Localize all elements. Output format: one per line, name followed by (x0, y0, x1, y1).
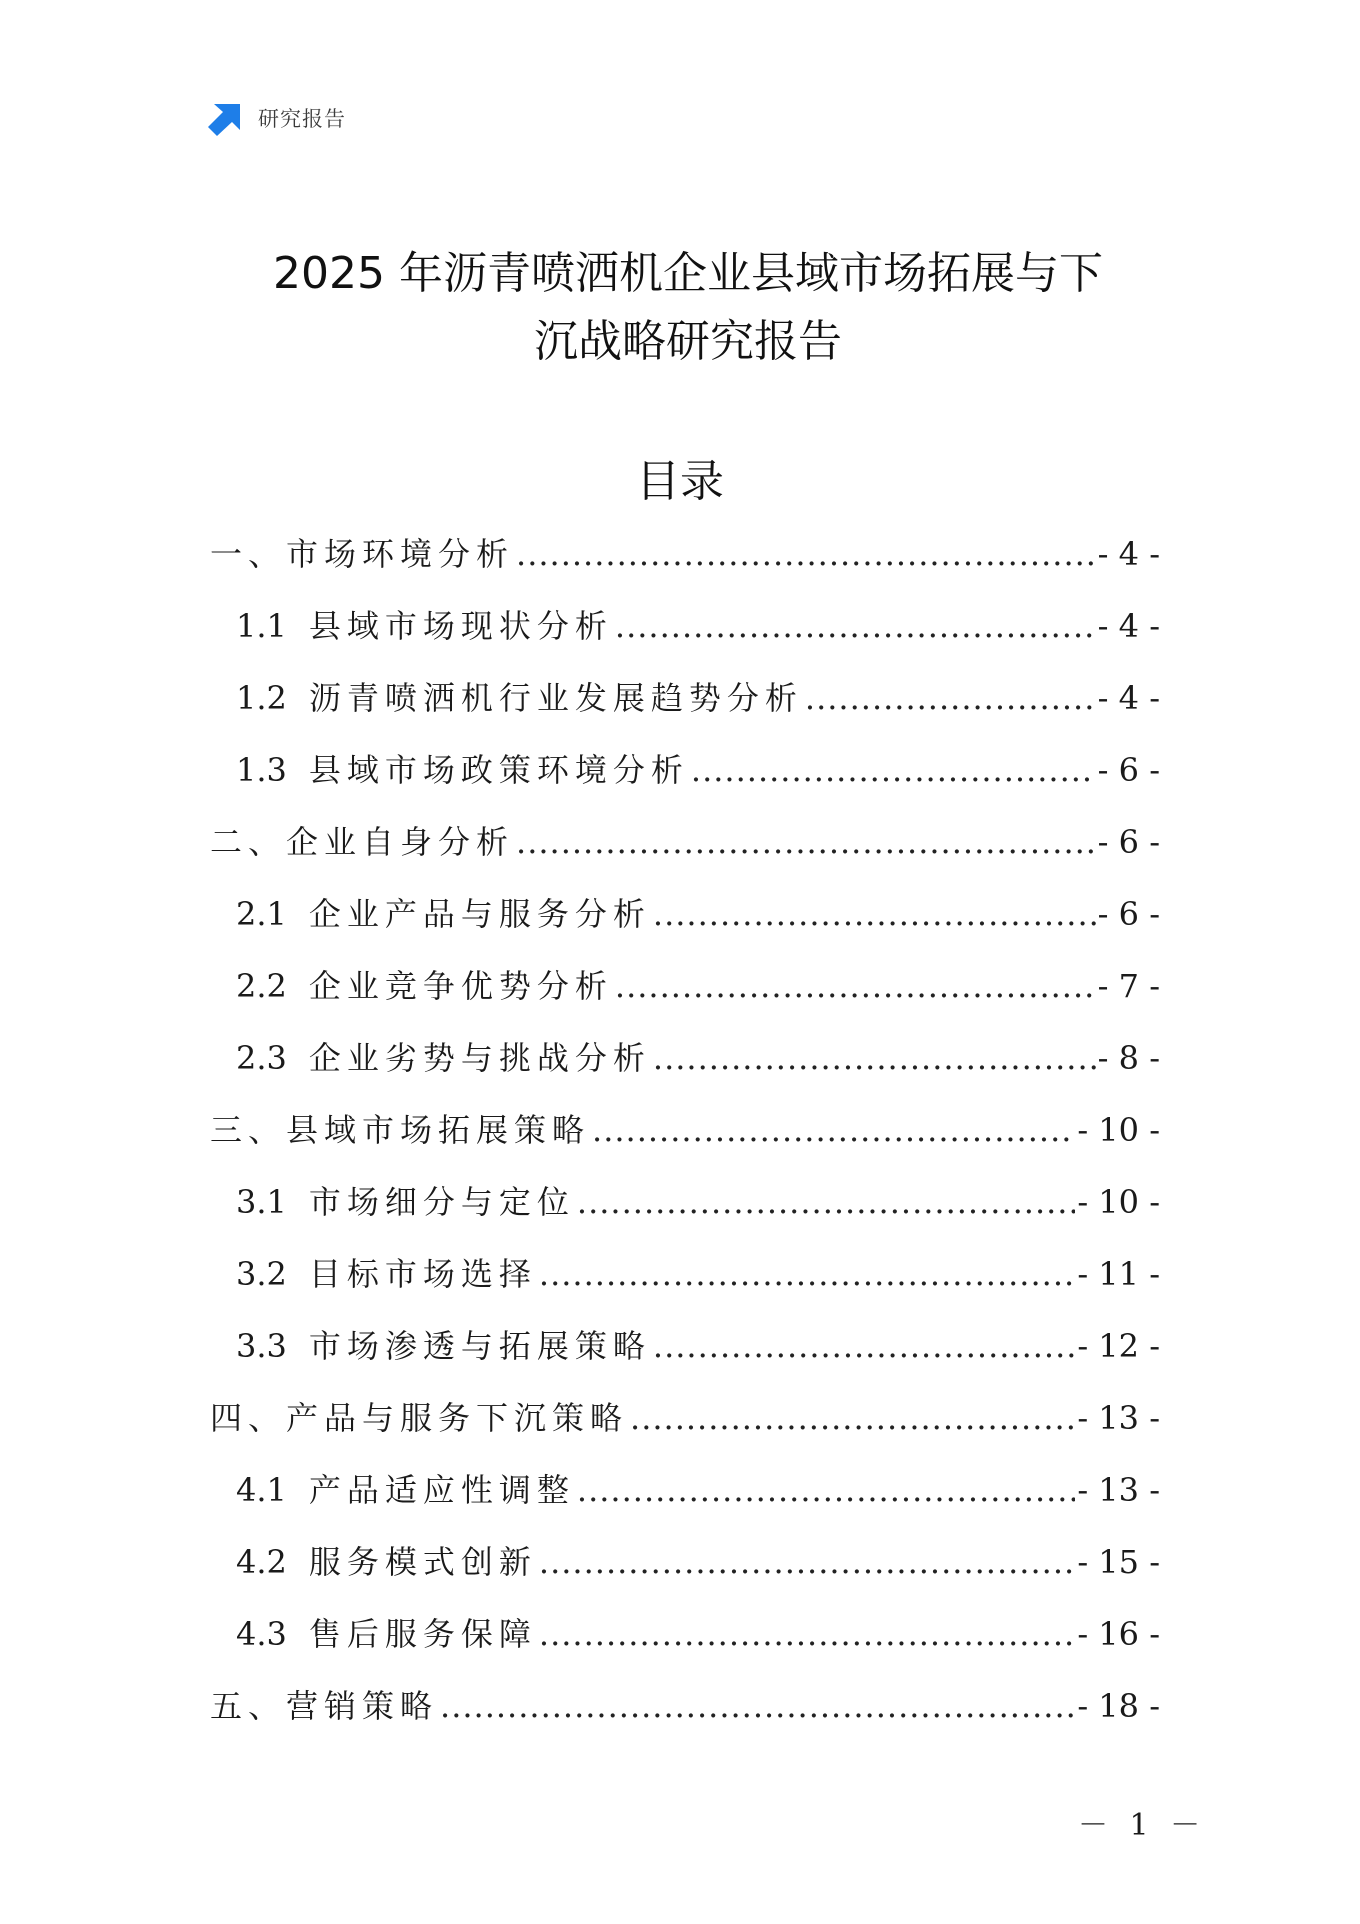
toc-entry-page: - 6 - (1097, 751, 1160, 789)
toc-entry-title: 售后服务保障 (308, 1615, 537, 1653)
toc-entry-title: 沥青喷洒机行业发展趋势分析 (308, 679, 803, 717)
toc-entry-number: 4.2 (236, 1543, 287, 1581)
header-label: 研究报告 (258, 107, 346, 131)
toc-entry[interactable] (210, 662, 1160, 734)
toc-dot-leader (516, 518, 1096, 590)
arrow-up-right-icon (208, 100, 244, 136)
toc-entry-title: 一、市场环境分析 (210, 535, 515, 573)
toc-entry-page: - 13 - (1077, 1399, 1160, 1437)
toc-entry[interactable] (210, 1670, 1160, 1742)
toc-dot-leader (592, 1094, 1075, 1166)
toc-entry-title: 县域市场政策环境分析 (308, 751, 689, 789)
toc-entry[interactable] (210, 1454, 1160, 1526)
toc-entry[interactable] (210, 1022, 1160, 1094)
toc-entry[interactable] (210, 1094, 1160, 1166)
toc-entry[interactable] (210, 1526, 1160, 1598)
toc-entry[interactable] (210, 1598, 1160, 1670)
toc-dot-leader (653, 878, 1096, 950)
toc-entry-title: 服务模式创新 (308, 1543, 537, 1581)
toc-entry-number: 1.3 (236, 751, 287, 789)
toc-dot-leader (539, 1238, 1075, 1310)
toc-entry[interactable] (210, 1238, 1160, 1310)
toc-entry[interactable] (210, 806, 1160, 878)
toc-dot-leader (577, 1166, 1075, 1238)
toc-entry-number: 3.2 (236, 1255, 287, 1293)
toc-entry-number: 2.2 (236, 967, 287, 1005)
toc-entry-page: - 12 - (1077, 1327, 1160, 1365)
table-of-contents (210, 518, 1160, 1742)
toc-dot-leader (577, 1454, 1075, 1526)
toc-entry-page: - 18 - (1077, 1687, 1160, 1725)
toc-entry[interactable] (210, 1382, 1160, 1454)
toc-entry[interactable] (210, 1310, 1160, 1382)
report-title (200, 240, 1176, 376)
toc-entry[interactable] (210, 950, 1160, 1022)
toc-entry-page: - 8 - (1097, 1039, 1160, 1077)
toc-entry[interactable] (210, 518, 1160, 590)
toc-entry-page: - 16 - (1077, 1615, 1160, 1653)
toc-entry-title: 市场细分与定位 (308, 1183, 575, 1221)
toc-entry-title: 三、县域市场拓展策略 (210, 1111, 591, 1149)
toc-entry-page: - 15 - (1077, 1543, 1160, 1581)
toc-dot-leader (516, 806, 1096, 878)
toc-entry-page: - 13 - (1077, 1471, 1160, 1509)
report-title-line-2: 沉战略研究报告 (534, 316, 842, 367)
report-title-line-1: 2025 年沥青喷洒机企业县域市场拓展与下 (273, 248, 1103, 299)
toc-entry-page: - 10 - (1077, 1183, 1160, 1221)
toc-entry-title: 企业竞争优势分析 (308, 967, 613, 1005)
toc-entry-number: 4.3 (236, 1615, 287, 1653)
toc-entry-page: - 6 - (1097, 895, 1160, 933)
toc-dot-leader (539, 1526, 1075, 1598)
toc-entry-title: 二、企业自身分析 (210, 823, 515, 861)
toc-dot-leader (440, 1670, 1075, 1742)
toc-dot-leader (615, 590, 1096, 662)
toc-entry-title: 五、营销策略 (210, 1687, 439, 1725)
toc-entry-number: 2.1 (236, 895, 287, 933)
toc-entry-title: 企业产品与服务分析 (308, 895, 651, 933)
toc-dot-leader (615, 950, 1096, 1022)
toc-dot-leader (653, 1310, 1075, 1382)
toc-entry-number: 1.2 (236, 679, 287, 717)
toc-entry-number: 2.3 (236, 1039, 287, 1077)
toc-entry-number: 3.3 (236, 1327, 287, 1365)
report-header (208, 98, 346, 138)
toc-entry[interactable] (210, 878, 1160, 950)
toc-entry-page: - 4 - (1097, 679, 1160, 717)
toc-dot-leader (805, 662, 1096, 734)
toc-entry-page: - 4 - (1097, 535, 1160, 573)
toc-dot-leader (691, 734, 1096, 806)
toc-entry-number: 4.1 (236, 1471, 287, 1509)
toc-dot-leader (653, 1022, 1096, 1094)
toc-entry-title: 市场渗透与拓展策略 (308, 1327, 651, 1365)
toc-dot-leader (630, 1382, 1075, 1454)
toc-entry-title: 产品适应性调整 (308, 1471, 575, 1509)
toc-entry-title: 目标市场选择 (308, 1255, 537, 1293)
toc-entry[interactable] (210, 590, 1160, 662)
toc-entry-number: 1.1 (236, 607, 287, 645)
toc-entry-title: 四、产品与服务下沉策略 (210, 1399, 629, 1437)
toc-entry[interactable] (210, 1166, 1160, 1238)
toc-entry-title: 企业劣势与挑战分析 (308, 1039, 651, 1077)
toc-entry-page: - 4 - (1097, 607, 1160, 645)
toc-entry-page: - 10 - (1077, 1111, 1160, 1149)
toc-entry-page: - 11 - (1077, 1255, 1160, 1293)
toc-heading: 目录 (636, 456, 724, 507)
toc-entry-number: 3.1 (236, 1183, 287, 1221)
toc-entry-page: - 6 - (1097, 823, 1160, 861)
toc-entry-title: 县域市场现状分析 (308, 607, 613, 645)
page-number: － 1 － (1078, 1808, 1207, 1843)
toc-dot-leader (539, 1598, 1075, 1670)
toc-entry-page: - 7 - (1097, 967, 1160, 1005)
toc-entry[interactable] (210, 734, 1160, 806)
